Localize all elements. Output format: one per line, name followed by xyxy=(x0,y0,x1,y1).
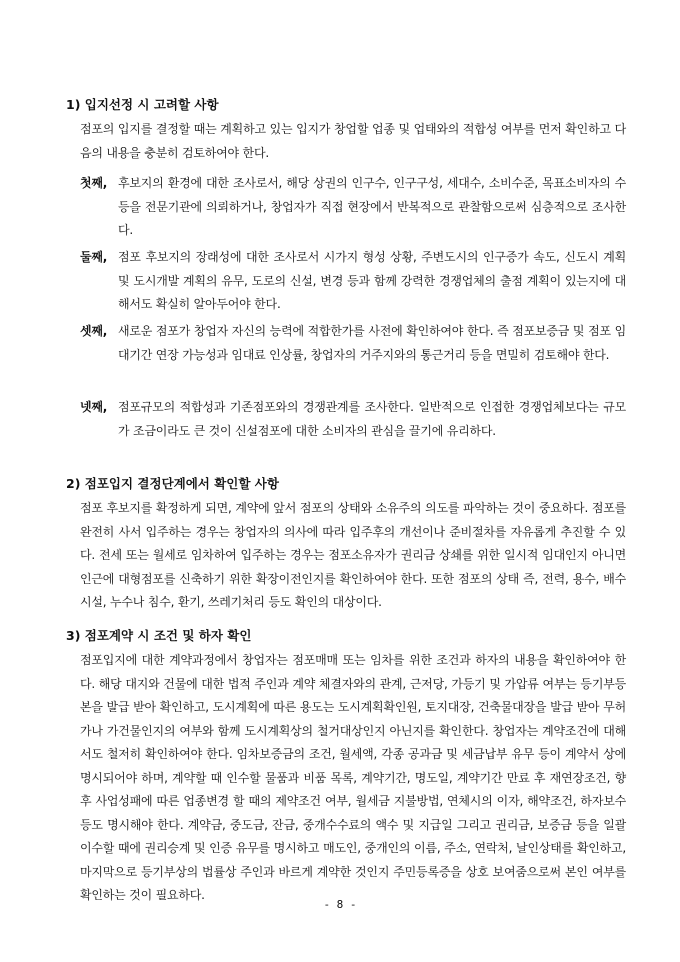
list-item-third xyxy=(80,320,626,367)
section-1 xyxy=(66,96,626,165)
section-2 xyxy=(66,475,626,615)
section-3-text: 점포입지에 대한 계약과정에서 창업자는 점포매매 또는 임차를 위한 조건과 하자의 내용을 확인하여야 한다. 해당 대지와 건물에 대한 법적 주인과 계약 체결자와의 관계, 근저당, 가등기 및 가압류 여부는 등기부등본을 발급 받아 확인하고, 도시계획에 따른 용도는 도시계획확인원, 토지대장, 건축물대장을 발급 받아 무허가나 가건물인지의 여부와 함께 도시계획상의 철거대상인지 아닌지를 확인한다. 창업자는 계약조건에 대해서도 철저히 확인하여야 한다. 임차보증금의 조건, 월세액, 각종 공과금 및 세금납부 유무 등이 계약서 상에 명시되어야 하며, 계약할 때 인수할 물품과 비품 목록, 계약기간, 명도일, 계약기간 만료 후 재연장조건, 향후 사업성패에 따른 업종변경 할 때의 제약조건 여부, 월세금 지불방법, 연체시의 이자, 해약조건, 하자보수 등도 명시해야 한다. 계약금, 중도금, 잔금, 중개수수료의 액수 및 지급일 그리고 권리금, 보증금 등을 일괄 이수할 때에 권리승계 및 인증 유무를 명시하고 매도인, 중개인의 이름, 주소, 연락처, 날인상태를 확인하고, 마지막으로 등기부상의 법률상 주인과 바르게 계약한 것인지 주민등록증을 상호 보여줌으로써 본인 여부를 확인하는 것이 필요하다. xyxy=(80,653,626,902)
list-item-text: 점포 후보지의 장래성에 대한 조사로서 시가지 형성 상황, 주변도시의 인구증가 속도, 신도시 계획 및 도시개발 계획의 유무, 도로의 신설, 변경 등과 함께 강력한 경쟁업체의 출점 계획이 있는지에 대해서도 확실히 알아두어야 한다. xyxy=(118,250,626,311)
list-item-label: 넷째, xyxy=(80,400,108,414)
list-item-fourth xyxy=(80,396,626,443)
list-item-label: 둘째, xyxy=(80,250,108,264)
list-item-first xyxy=(80,172,626,243)
list-item-text: 점포규모의 적합성과 기존점포와의 경쟁관계를 조사한다. 일반적으로 인접한 경쟁업체보다는 규모가 조금이라도 큰 것이 신설점포에 대한 소비자의 관심을 끌기에 유리하다. xyxy=(118,400,626,438)
list-item-label: 첫째, xyxy=(80,176,108,190)
section-2-heading: 2) 점포입지 결정단계에서 확인할 사항 xyxy=(66,476,279,491)
page-number: - 8 - xyxy=(323,898,357,911)
list-item-text: 후보지의 환경에 대한 조사로서, 해당 상권의 인구수, 인구구성, 세대수, 소비수준, 목표소비자의 수 등을 전문기관에 의뢰하거나, 창업자가 직접 현장에서 반복적으로 관찰함으로써 심층적으로 조사한다. xyxy=(118,176,626,237)
section-3 xyxy=(66,627,626,908)
section-1-intro: 점포의 입지를 결정할 때는 계획하고 있는 입지가 창업할 업종 및 업태와의 적합성 여부를 먼저 확인하고 다음의 내용을 충분히 검토하여야 한다. xyxy=(80,122,626,160)
list-item-second xyxy=(80,246,626,317)
list-item-label: 셋째, xyxy=(80,324,108,338)
section-1-heading: 1) 입지선정 시 고려할 사항 xyxy=(66,97,219,112)
section-2-text: 점포 후보지를 확정하게 되면, 계약에 앞서 점포의 상태와 소유주의 의도를 파악하는 것이 중요하다. 점포를 완전히 사서 입주하는 경우는 창업자의 의사에 따라 입주후의 개선이나 준비절차를 자유롭게 추진할 수 있다. 전세 또는 월세로 임차하여 입주하는 경우는 점포소유자가 권리금 상쇄를 위한 일시적 임대인지 아니면 인근에 대형점포를 신축하기 위한 확장이전인지를 확인하여야 한다. 또한 점포의 상태 즉, 전력, 용수, 배수시설, 누수나 침수, 환기, 쓰레기처리 등도 확인의 대상이다. xyxy=(80,501,626,609)
list-item-text: 새로운 점포가 창업자 자신의 능력에 적합한가를 사전에 확인하여야 한다. 즉 점포보증금 및 점포 임대기간 연장 가능성과 임대료 인상률, 창업자의 거주지와의 통근거리 등을 면밀히 검토해야 한다. xyxy=(118,324,626,362)
section-3-heading: 3) 점포계약 시 조건 및 하자 확인 xyxy=(66,628,252,643)
